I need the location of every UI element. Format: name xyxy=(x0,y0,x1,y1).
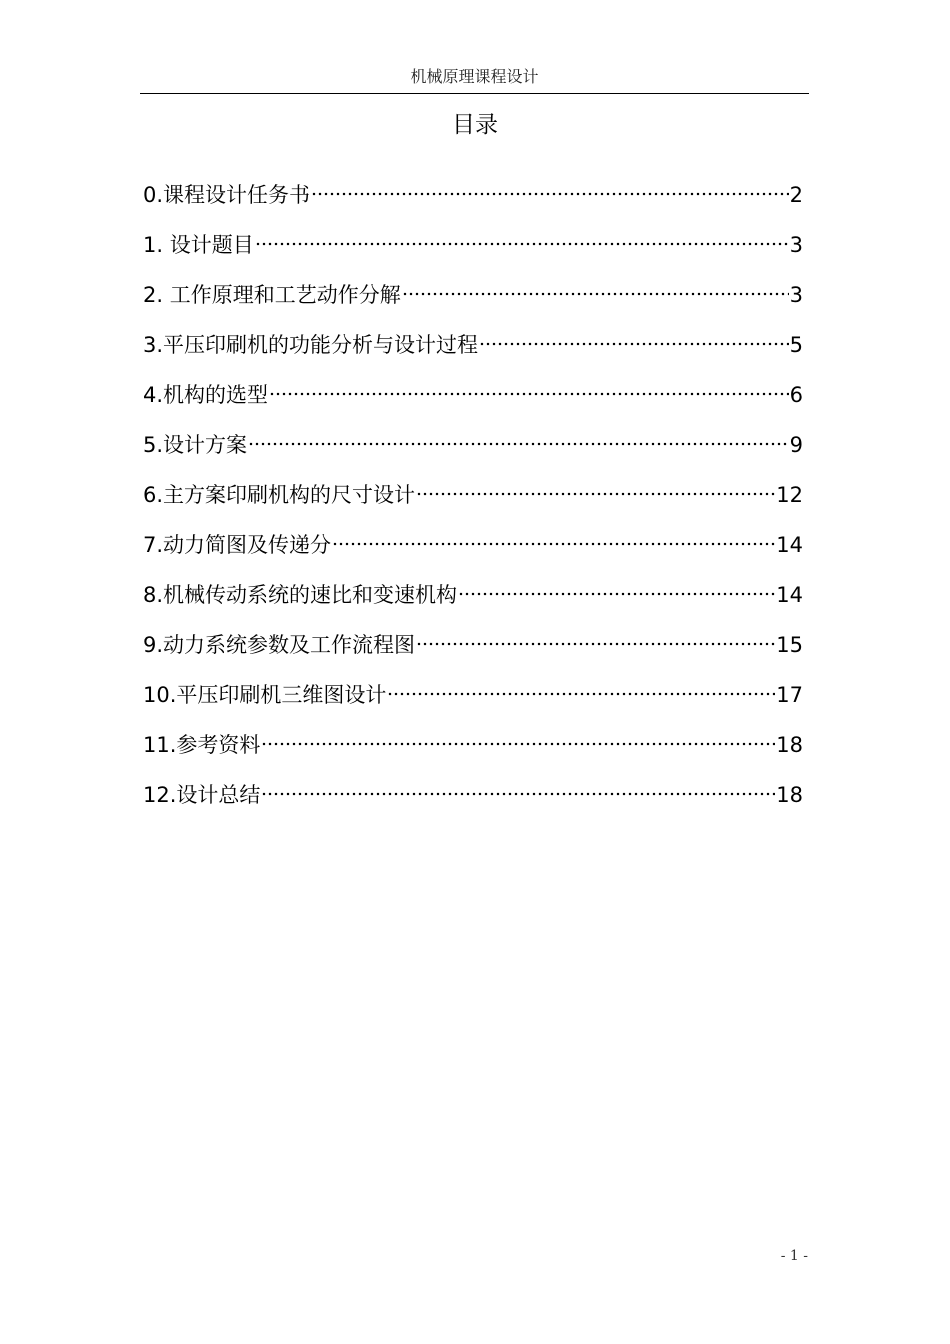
toc-entry-label: 1. 设计题目 xyxy=(143,233,254,257)
table-of-contents xyxy=(143,176,803,826)
toc-entry-page: 18 xyxy=(776,733,803,757)
toc-entry[interactable] xyxy=(143,576,803,626)
toc-entry[interactable] xyxy=(143,726,803,776)
toc-entry-label: 6.主方案印刷机构的尺寸设计 xyxy=(143,483,416,507)
toc-dot-leader xyxy=(311,191,789,197)
toc-title: 目录 xyxy=(452,112,498,138)
toc-dot-leader xyxy=(416,641,775,647)
toc-entry-label: 11.参考资料 xyxy=(143,733,261,757)
toc-entry-page: 14 xyxy=(776,583,803,607)
toc-entry-label: 4.机构的选型 xyxy=(143,383,269,407)
toc-entry[interactable] xyxy=(143,776,803,826)
toc-entry[interactable] xyxy=(143,676,803,726)
toc-entry[interactable] xyxy=(143,476,803,526)
toc-entry-page: 6 xyxy=(789,383,803,407)
toc-dot-leader xyxy=(261,791,775,797)
toc-dot-leader xyxy=(479,341,789,347)
toc-entry[interactable] xyxy=(143,376,803,426)
toc-entry-page: 15 xyxy=(776,633,803,657)
toc-dot-leader xyxy=(416,491,775,497)
header-text: 机械原理课程设计 xyxy=(410,67,539,86)
toc-entry-label: 3.平压印刷机的功能分析与设计过程 xyxy=(143,333,479,357)
toc-entry-page: 3 xyxy=(789,283,803,307)
toc-entry[interactable] xyxy=(143,326,803,376)
toc-entry-label: 7.动力简图及传递分 xyxy=(143,533,332,557)
toc-dot-leader xyxy=(387,691,775,697)
page-number: - 1 - xyxy=(780,1248,808,1264)
toc-dot-leader xyxy=(269,391,789,397)
toc-entry-page: 17 xyxy=(776,683,803,707)
toc-entry-label: 2. 工作原理和工艺动作分解 xyxy=(143,283,401,307)
toc-dot-leader xyxy=(261,741,775,747)
page-header xyxy=(140,64,809,94)
toc-entry-label: 10.平压印刷机三维图设计 xyxy=(143,683,387,707)
toc-entry-label: 0.课程设计任务书 xyxy=(143,183,311,207)
toc-entry-label: 8.机械传动系统的速比和变速机构 xyxy=(143,583,458,607)
toc-entry[interactable] xyxy=(143,176,803,226)
toc-entry[interactable] xyxy=(143,426,803,476)
toc-entry-page: 2 xyxy=(789,183,803,207)
toc-dot-leader xyxy=(402,291,789,297)
toc-entry-label: 12.设计总结 xyxy=(143,783,261,807)
toc-entry-page: 3 xyxy=(789,233,803,257)
toc-entry-label: 9.动力系统参数及工作流程图 xyxy=(143,633,416,657)
toc-entry[interactable] xyxy=(143,276,803,326)
toc-entry[interactable] xyxy=(143,526,803,576)
toc-dot-leader xyxy=(255,241,789,247)
toc-dot-leader xyxy=(458,591,775,597)
toc-entry-page: 5 xyxy=(789,333,803,357)
toc-entry-label: 5.设计方案 xyxy=(143,433,248,457)
toc-entry[interactable] xyxy=(143,226,803,276)
toc-entry-page: 18 xyxy=(776,783,803,807)
toc-entry-page: 14 xyxy=(776,533,803,557)
toc-entry[interactable] xyxy=(143,626,803,676)
toc-entry-page: 9 xyxy=(789,433,803,457)
toc-entry-page: 12 xyxy=(776,483,803,507)
toc-dot-leader xyxy=(248,441,789,447)
toc-dot-leader xyxy=(332,541,775,547)
